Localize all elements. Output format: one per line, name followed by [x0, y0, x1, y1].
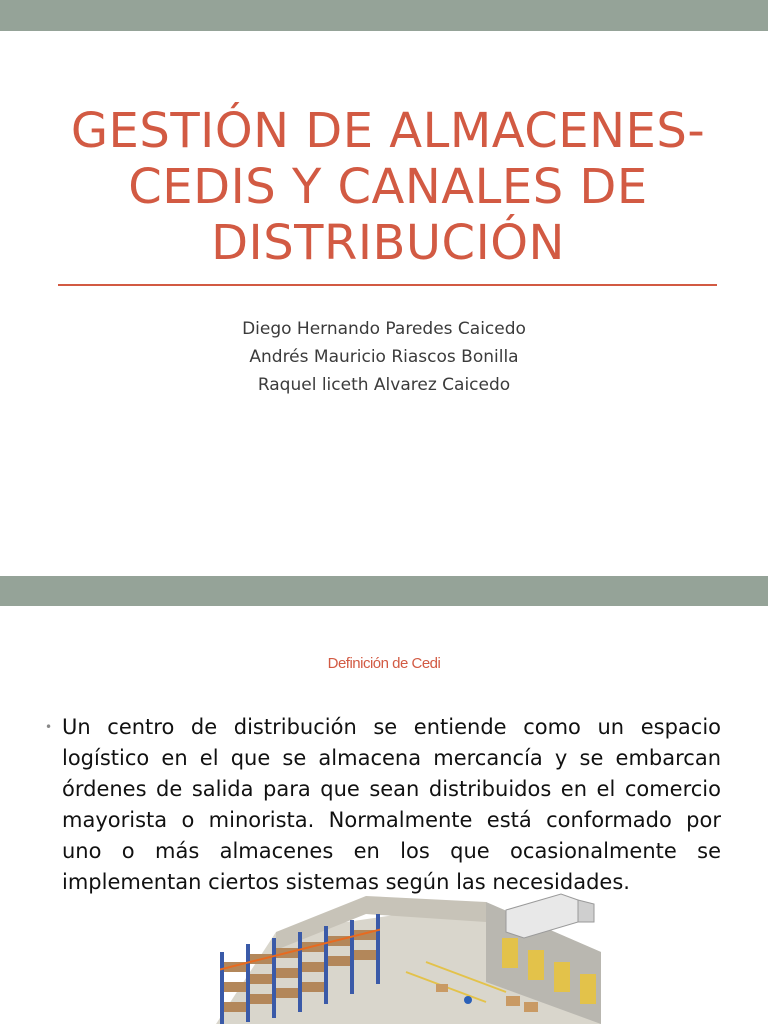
- truck-cab: [578, 900, 594, 922]
- slide-separator-band: [0, 576, 768, 606]
- bullet-icon: •: [45, 720, 53, 734]
- title-slide: [0, 31, 768, 576]
- author-3: Raquel liceth Alvarez Caicedo: [257, 375, 511, 395]
- definition-slide: [0, 606, 768, 1024]
- truck-trailer: [506, 894, 578, 938]
- title-line-3: DISTRIBUCIÓN: [211, 215, 565, 271]
- dock-door-1: [502, 938, 518, 968]
- top-band: [0, 0, 768, 31]
- dock-door-4: [580, 974, 596, 1004]
- title-divider: [58, 284, 717, 286]
- author-2: Andrés Mauricio Riascos Bonilla: [249, 347, 519, 367]
- dock-door-2: [528, 950, 544, 980]
- warehouse-illustration: [206, 892, 606, 1024]
- slide-subtitle: Definición de Cedi: [327, 655, 441, 672]
- title-line-2: CEDIS Y CANALES DE: [128, 159, 648, 215]
- author-list: [0, 315, 768, 399]
- worker-figure: [464, 996, 472, 1004]
- definition-paragraph: Un centro de distribución se entiende como un espacio logístico en el que se almacena mercancía y se embarcan órdenes de salida para que sean distribuidos en el comercio mayorista o minorista. Normalmente está conformado por uno o más almacenes en los que ocasionalmente se implementan ciertos sistemas según las necesidades.: [62, 715, 721, 894]
- author-1: Diego Hernando Paredes Caicedo: [242, 319, 526, 339]
- slide-title: [40, 103, 736, 271]
- dock-door-3: [554, 962, 570, 992]
- title-line-1: GESTIÓN DE ALMACENES-: [70, 103, 706, 159]
